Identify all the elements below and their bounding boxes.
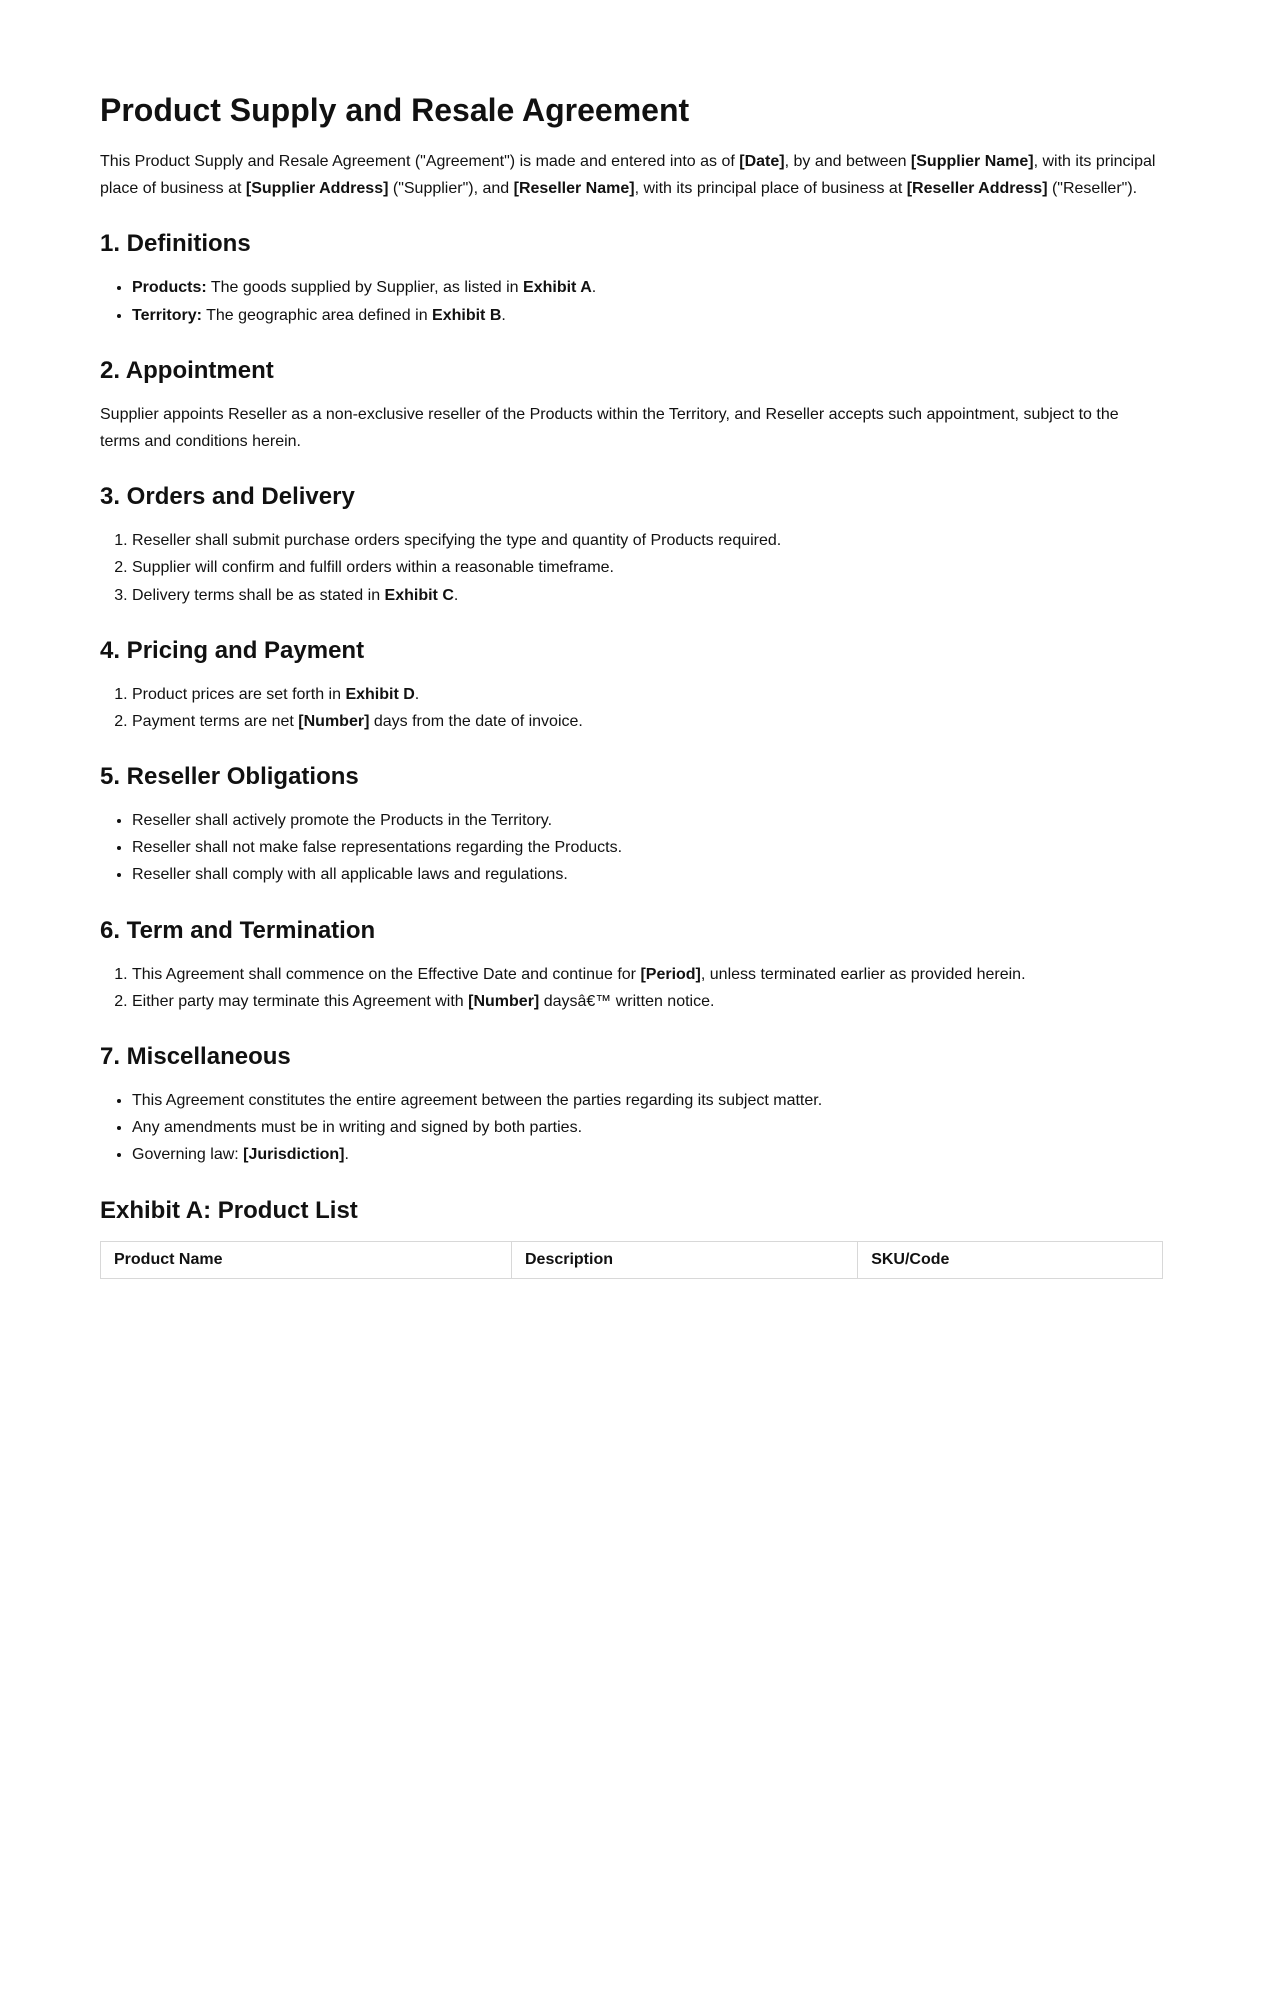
- list-item: • Territory: The geographic area defined in Exhibit B.: [132, 302, 1163, 329]
- section-exhibit-a: [100, 1196, 1163, 1279]
- section-term-termination: [100, 916, 1163, 1015]
- list-item: • Products: The goods supplied by Supplier, as listed in Exhibit A.: [132, 274, 1163, 301]
- document-title: Product Supply and Resale Agreement: [100, 92, 690, 128]
- orders-delivery-list: [100, 527, 1163, 609]
- list-item: 2. Payment terms are net [Number] days from the date of invoice.: [132, 708, 1163, 735]
- section-appointment: [100, 356, 1163, 455]
- list-item: • Reseller shall comply with all applicable laws and regulations.: [132, 861, 1163, 888]
- section-heading-miscellaneous: 7. Miscellaneous: [100, 1043, 291, 1070]
- section-orders-delivery: [100, 482, 1163, 609]
- list-item: 3. Delivery terms shall be as stated in Exhibit C.: [132, 582, 1163, 609]
- pricing-payment-list: [100, 681, 1163, 735]
- intro-paragraph: This Product Supply and Resale Agreement ("Agreement") is made and entered into as of [Date], by and between [Supplier Name], with its principal place of business at [Supplier Address] ("Supplier"), and [Reseller Name], with its principal place of business at [Reseller Address] ("Reseller").: [100, 153, 1156, 198]
- list-item: 1. Reseller shall submit purchase orders specifying the type and quantity of Products required.: [132, 527, 1163, 554]
- table-header-description: Description: [511, 1241, 857, 1278]
- table-header-sku-code: SKU/Code: [858, 1241, 1163, 1278]
- list-item: • Governing law: [Jurisdiction].: [132, 1141, 1163, 1168]
- section-heading-definitions: 1. Definitions: [100, 230, 251, 258]
- appointment-paragraph: Supplier appoints Reseller as a non-exclusive reseller of the Products within the Territory, and Reseller accepts such appointment, subject to the terms and conditions herein.: [100, 405, 1119, 450]
- miscellaneous-list: [100, 1087, 1163, 1169]
- list-item: • Reseller shall actively promote the Products in the Territory.: [132, 807, 1163, 834]
- section-reseller-obligations: [100, 762, 1163, 889]
- term-termination-list: [100, 961, 1163, 1015]
- table-header-product-name: Product Name: [101, 1241, 512, 1278]
- section-heading-term-termination: 6. Term and Termination: [100, 916, 376, 944]
- product-list-table: [100, 1241, 1163, 1279]
- section-definitions: [100, 229, 1163, 328]
- section-heading-exhibit-a: Exhibit A: Product List: [100, 1196, 358, 1224]
- section-heading-pricing-payment: 4. Pricing and Payment: [100, 636, 365, 664]
- list-item: 2. Either party may terminate this Agreement with [Number] daysâ€™ written notice.: [132, 988, 1163, 1015]
- list-item: • Reseller shall not make false representations regarding the Products.: [132, 834, 1163, 861]
- reseller-obligations-list: [100, 807, 1163, 889]
- list-item: 1. Product prices are set forth in Exhibit D.: [132, 681, 1163, 708]
- section-miscellaneous: [100, 1042, 1163, 1169]
- document-page: [100, 0, 1163, 1279]
- list-item: • This Agreement constitutes the entire agreement between the parties regarding its subject matter.: [132, 1087, 1163, 1114]
- table-header-row: [101, 1241, 1163, 1278]
- section-heading-orders-delivery: 3. Orders and Delivery: [100, 483, 355, 511]
- list-item: 2. Supplier will confirm and fulfill orders within a reasonable timeframe.: [132, 554, 1163, 581]
- section-heading-reseller-obligations: 5. Reseller Obligations: [100, 763, 359, 791]
- section-pricing-payment: [100, 636, 1163, 735]
- section-heading-appointment: 2. Appointment: [100, 356, 274, 384]
- definitions-list: [100, 274, 1163, 328]
- list-item: • Any amendments must be in writing and signed by both parties.: [132, 1114, 1163, 1141]
- list-item: 1. This Agreement shall commence on the Effective Date and continue for [Period], unless terminated earlier as provided herein.: [132, 961, 1163, 988]
